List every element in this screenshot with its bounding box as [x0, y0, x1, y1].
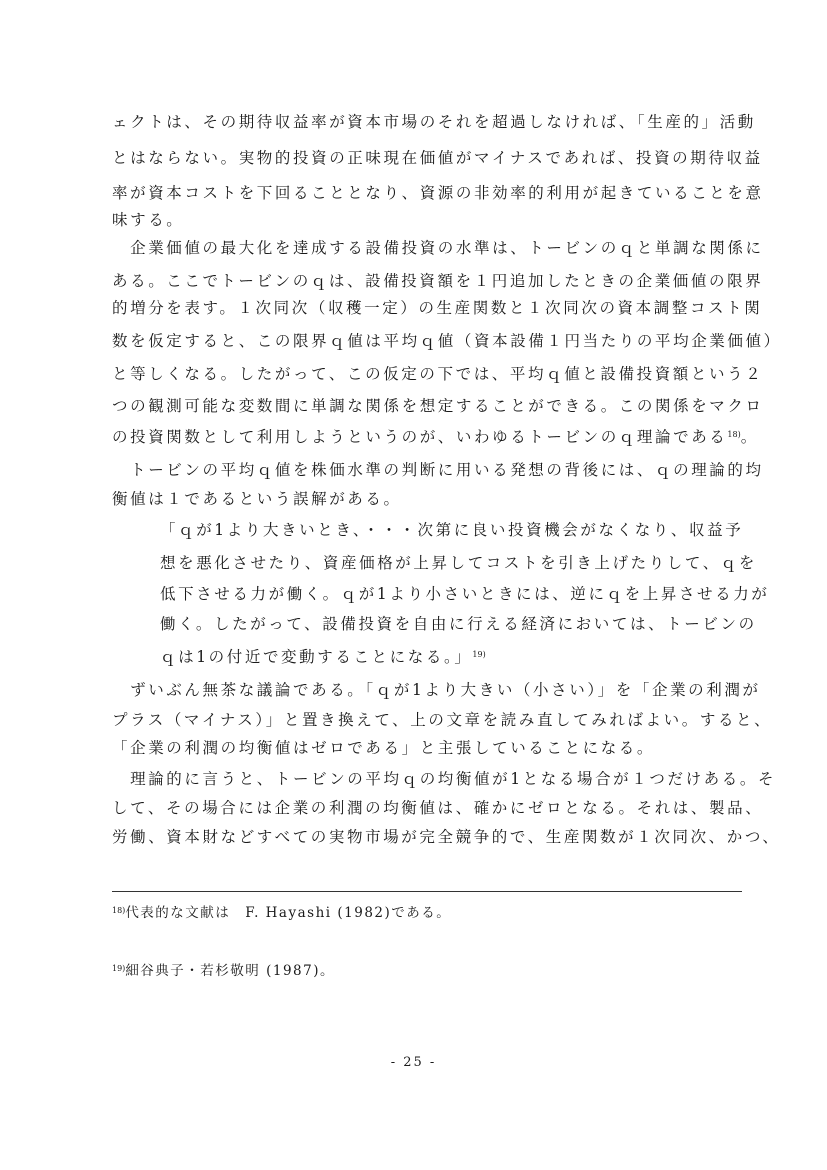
footnote-separator [112, 891, 742, 892]
quote-line: 「ｑが1より大きいとき、・・・次第に良い投資機会がなくなり、収益予 [160, 521, 744, 539]
body-line: トービンの平均ｑ値を株価水準の判断に用いる発想の背後には、ｑの理論的均 [112, 461, 764, 479]
body-line: 衡値は１であるという誤解がある。 [112, 490, 402, 508]
quote-line: 想を悪化させたり、資産価格が上昇してコストを引き上げたりして、ｑを [160, 554, 757, 572]
quote-line: 低下させる力が働く。ｑが1より小さいときには、逆にｑを上昇させる力が [160, 585, 770, 603]
body-line: 労働、資本財などすべての実物市場が完全競争的で、生産関数が１次同次、かつ、 [112, 828, 781, 846]
body-line: プラス（マイナス）」と置き換えて、上の文章を読み直してみればよい。すると、 [112, 711, 773, 729]
footnote-ref-19: 19) [472, 650, 486, 659]
footnote-mark: 18) [112, 906, 126, 915]
body-line: 「企業の利潤の均衡値はゼロである」と主張していることになる。 [112, 739, 656, 757]
body-line: 的増分を表す。１次同次（収穫一定）の生産関数と１次同次の資本調整コスト関 [112, 299, 763, 317]
footnote-19 [112, 962, 335, 980]
body-line: 率が資本コストを下回ることとなり、資源の非効率的利用が起きていることを意 [112, 184, 764, 202]
body-line-tail: 。 [740, 428, 759, 446]
page-number: - 25 - [390, 1055, 437, 1070]
footnote-text: 細谷典子・若杉敬明 (1987)。 [125, 963, 335, 979]
body-line: つの観測可能な変数間に単調な関係を想定することができる。この関係をマクロ [112, 397, 764, 415]
body-line-with-ref [112, 427, 759, 447]
quote-line: 働く。したがって、設備投資を自由に行える経済においては、トービンの [160, 615, 757, 633]
quote-line-with-ref [160, 647, 760, 667]
body-line: 企業価値の最大化を達成する設備投資の水準は、トービンのｑと単調な関係に [112, 239, 764, 257]
footnote-18 [112, 904, 451, 922]
body-line: 味する。 [112, 211, 185, 229]
body-line: 理論的に言うと、トービンの平均ｑの均衡値が1となる場合が１つだけある。そ [112, 770, 777, 788]
footnote-text: 代表的な文献は F. Hayashi (1982)である。 [125, 905, 452, 921]
body-line: ずいぶん無茶な議論である。「ｑが1より大きい（小さい）」を「企業の利潤が [112, 681, 761, 699]
footnote-mark: 19) [112, 964, 126, 973]
body-line: 数を仮定すると、この限界ｑ値は平均ｑ値（資本設備１円当たりの平均企業価値） [112, 332, 782, 350]
body-line: とはならない。実物的投資の正味現在価値がマイナスであれば、投資の期待収益 [112, 149, 763, 167]
body-line: ェクトは、その期待収益率が資本市場のそれを超過しなければ、「生産的」活動 [112, 113, 756, 131]
footnote-ref-18: 18) [727, 430, 741, 439]
quote-line-text: ｑは1の付近で変動することになる。」 [160, 648, 473, 666]
body-line: ある。ここでトービンのｑは、設備投資額を１円追加したときの企業価値の限界 [112, 272, 764, 290]
body-line-text: の投資関数として利用しようというのが、いわゆるトービンのｑ理論である [112, 428, 728, 446]
body-line: して、その場合には企業の利潤の均衡値は、確かにゼロとなる。それは、製品、 [112, 799, 764, 817]
body-line: と等しくなる。したがって、この仮定の下では、平均ｑ値と設備投資額という２ [112, 365, 764, 383]
